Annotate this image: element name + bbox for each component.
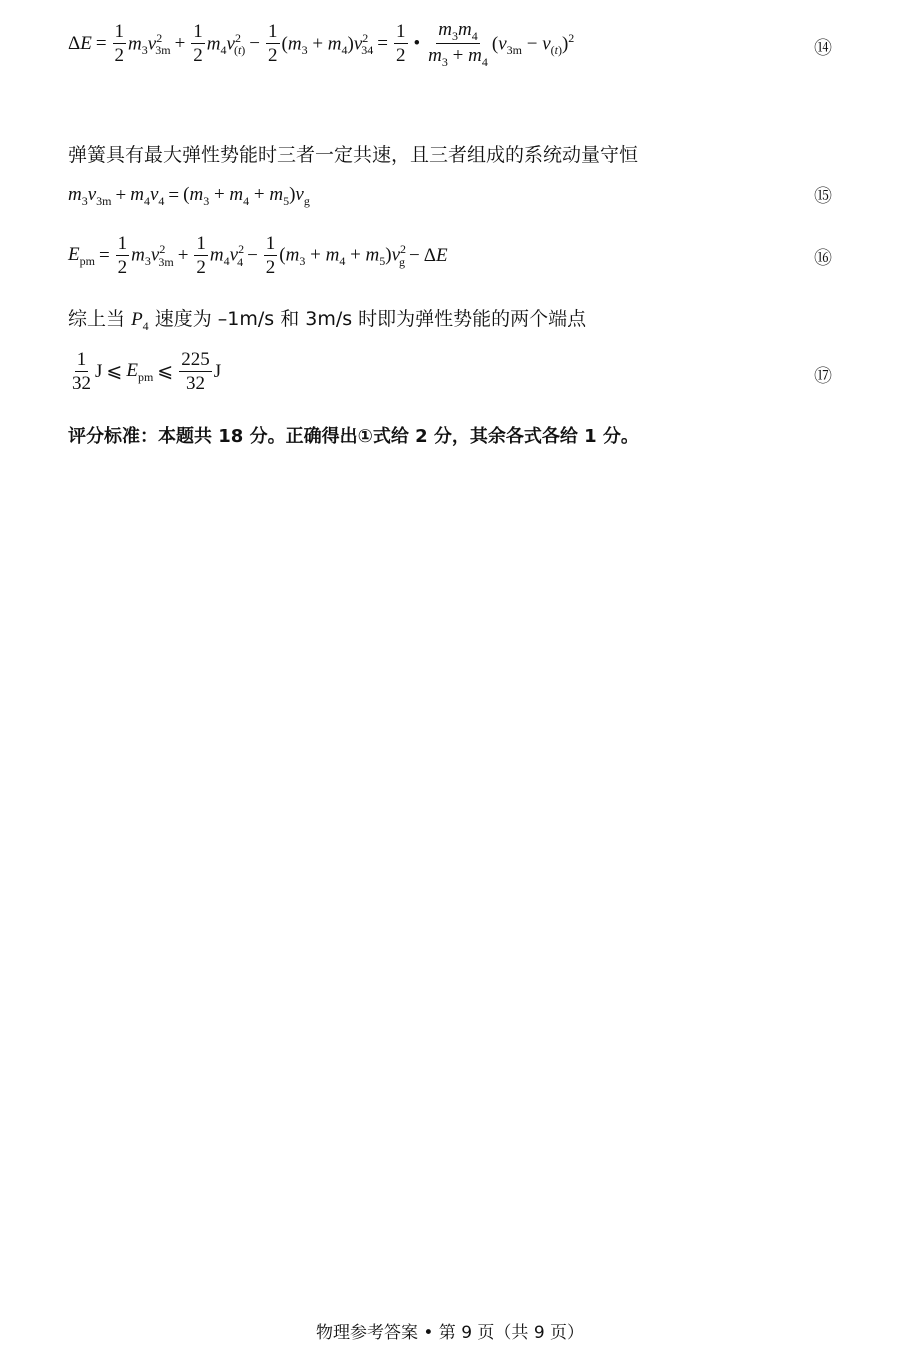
summary-statement: 综上当 $P_4$ 速度为 –1m/s 和 3m/s 时即为弹性势能的两个端点	[68, 308, 587, 333]
equation-number-17: ⑰	[814, 366, 832, 386]
page-footer: 物理参考答案 • 第 9 页（共 9 页）	[315, 1323, 585, 1343]
equation-number-16: ⑯	[814, 248, 832, 268]
equation-15: $m_3v_{3m}$ + $m_4v_4$ = $(m_3 + m_4 + m_5)v_g$	[68, 184, 310, 208]
equation-17: $\frac{1}{32}$ J ⩽ $E_{pm}$ ⩽ $\frac{225}{32}$ J	[72, 349, 222, 394]
summary-prefix: 综上当	[68, 308, 126, 330]
equation-number-15: ⑮	[814, 186, 832, 206]
spring-statement: 弹簧具有最大弹性势能时三者一定共速，且三者组成的系统动量守恒	[68, 144, 639, 166]
summary-suffix: 速度为 –1m/s 和 3m/s 时即为弹性势能的两个端点	[154, 308, 587, 330]
equation-number-14: ⑭	[814, 38, 832, 58]
equation-14: ΔE = $\frac{1}{2}$ $m_3v^2_{3m}$ + $\frac{1}{2}$ $m_4v^2_{(t)}$ − $\frac{1}{2}$ $(m_3 + m_4)v^2_{34}$ = $\frac{1}{2}$ • $\frac{m_3m_4}{m_3 + m_4}$ $(v_{3m} - v_{(t)})^2$	[68, 19, 575, 70]
equation-16: $E_{pm}$ = $\frac{1}{2}$ $m_3v^2_{3m}$ + $\frac{1}{2}$ $m_4v^2_4$ − $\frac{1}{2}$ $(m_3 + m_4 + m_5)v^2_g$ − ΔE	[68, 233, 448, 278]
scoring-criteria: 评分标准：本题共 18 分。正确得出①式给 2 分，其余各式各给 1 分。	[68, 426, 639, 447]
